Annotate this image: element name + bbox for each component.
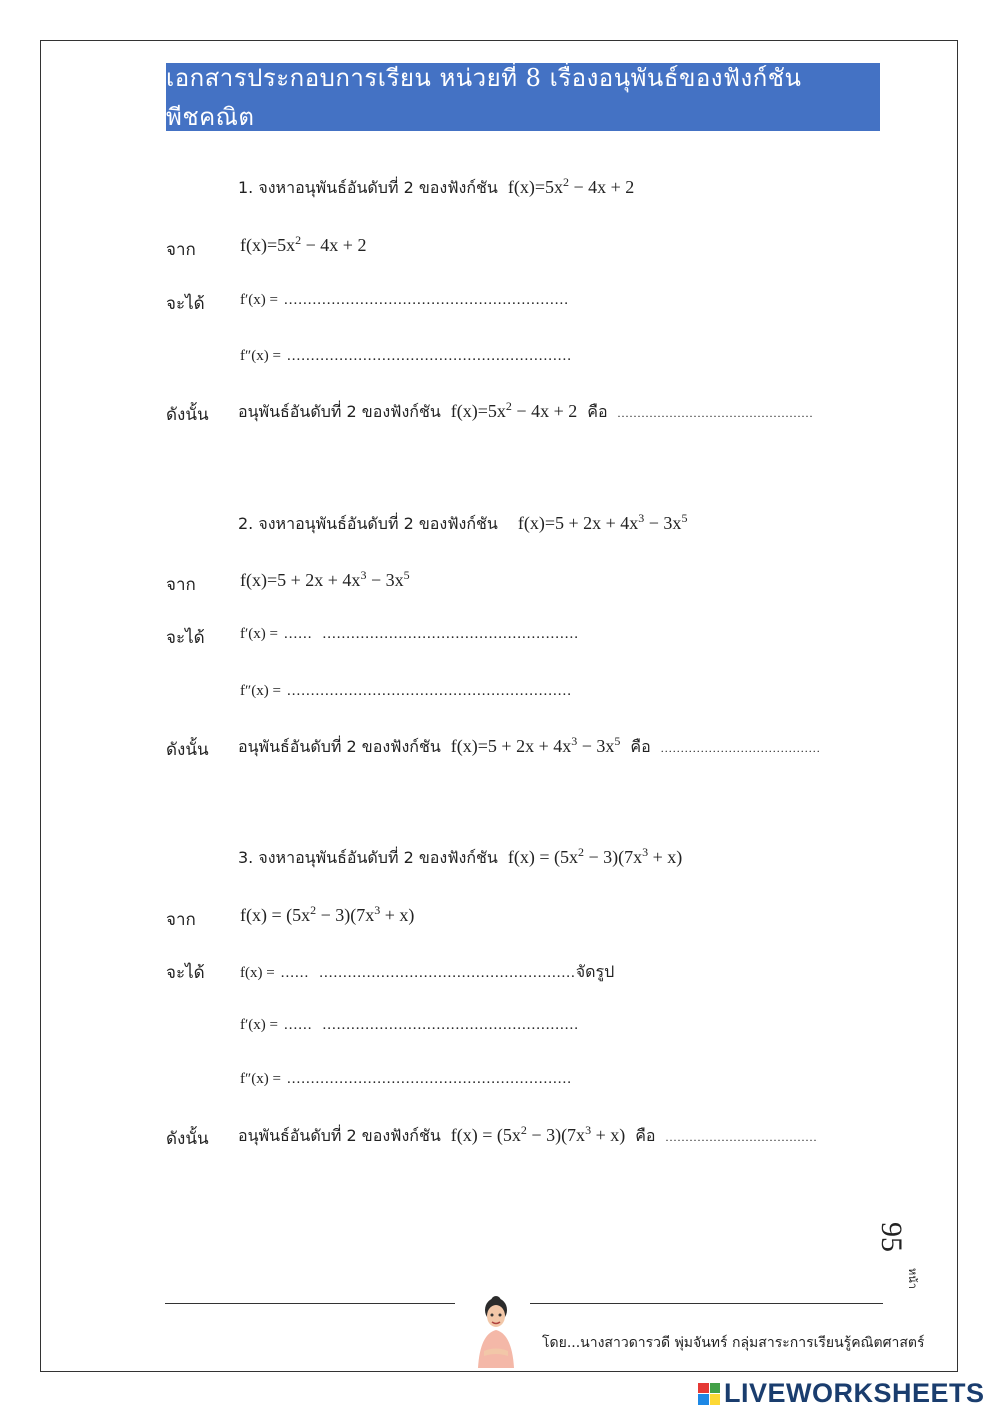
q1-first-derivative-blank[interactable]: ............................................................ bbox=[283, 292, 569, 308]
q1-from-label: จาก bbox=[166, 240, 196, 260]
q3-therefore-label: ดังนั้น bbox=[166, 1129, 209, 1149]
q3-expanded-row: f(x) = ...... ...................................................... จัดรูป bbox=[240, 960, 614, 985]
page-number-value: 95 bbox=[875, 1222, 908, 1252]
q1-prompt: 1. จงหาอนุพันธ์อันดับที่ 2 ของฟังก์ชัน $f(x)=5x^2 - 4x + 2$ bbox=[238, 175, 635, 197]
footer-divider-left bbox=[165, 1303, 455, 1304]
q3-first-derivative-row: f′(x) = ...... ...................................................... bbox=[240, 1017, 579, 1033]
q2-get-label: จะได้ bbox=[166, 628, 205, 648]
author-credit: โดย...นางสาวดารวดี พุ่มจันทร์ กลุ่มสาระการเรียนรู้คณิตศาสตร์ bbox=[542, 1335, 925, 1351]
q2-answer-blank[interactable]: ........................................ bbox=[660, 741, 821, 755]
liveworksheets-brand-text: LIVEWORKSHEETS bbox=[724, 1378, 985, 1408]
q2-from-label: จาก bbox=[166, 575, 196, 595]
q1-second-derivative-row: f″(x) = ............................................................ bbox=[240, 348, 572, 364]
q2-first-derivative-blank[interactable]: ...................................................... bbox=[322, 626, 579, 642]
q1-function: $f(x)=5x^2 - 4x + 2$ bbox=[507, 175, 635, 197]
q1-therefore-label: ดังนั้น bbox=[166, 405, 209, 425]
page-title: เอกสารประกอบการเรียน หน่วยที่ 8 เรื่องอนุพันธ์ของฟังก์ชันพีชคณิต bbox=[166, 63, 880, 131]
q3-simplify-label: จัดรูป bbox=[575, 962, 615, 981]
liveworksheets-logo-icon bbox=[698, 1383, 720, 1405]
q2-second-derivative-blank[interactable]: ............................................................ bbox=[286, 683, 572, 699]
page-label: หน้า bbox=[906, 1268, 919, 1289]
q3-expanded-blank[interactable]: ...................................................... bbox=[319, 965, 576, 981]
q2-prompt: 2. จงหาอนุพันธ์อันดับที่ 2 ของฟังก์ชัน $f(x)=5 + 2x + 4x^3 - 3x^5$ bbox=[238, 511, 688, 533]
footer-divider-right bbox=[530, 1303, 883, 1304]
q1-first-derivative-row: f′(x) = ............................................................ bbox=[240, 292, 569, 308]
q1-answer-blank[interactable]: ................................................. bbox=[617, 406, 814, 420]
q3-from-label: จาก bbox=[166, 910, 196, 930]
q3-first-derivative-blank[interactable]: ...................................................... bbox=[322, 1017, 579, 1033]
q1-conclusion: อนุพันธ์อันดับที่ 2 ของฟังก์ชัน $f(x)=5x^2 - 4x + 2$ คือ ................................................. bbox=[238, 399, 814, 421]
q3-prompt: 3. จงหาอนุพันธ์อันดับที่ 2 ของฟังก์ชัน $f(x) = (5x^2 - 3)(7x^3 + x)$ bbox=[238, 845, 683, 867]
q3-get-label: จะได้ bbox=[166, 963, 205, 983]
teacher-avatar bbox=[470, 1296, 522, 1368]
q3-function: $f(x) = (5x^2 - 3)(7x^3 + x)$ bbox=[507, 845, 683, 867]
q2-second-derivative-row: f″(x) = ............................................................ bbox=[240, 683, 572, 699]
q2-given: $f(x)=5 + 2x + 4x^3 - 3x^5$ bbox=[240, 568, 410, 590]
q1-second-derivative-blank[interactable]: ............................................................ bbox=[286, 348, 572, 364]
q3-second-derivative-row: f″(x) = ............................................................ bbox=[240, 1071, 572, 1087]
q2-function: $f(x)=5 + 2x + 4x^3 - 3x^5$ bbox=[517, 511, 688, 533]
q1-get-label: จะได้ bbox=[166, 294, 205, 314]
q3-conclusion: อนุพันธ์อันดับที่ 2 ของฟังก์ชัน $f(x) = (5x^2 - 3)(7x^3 + x)$ คือ ...................................... bbox=[238, 1123, 818, 1145]
q3-second-derivative-blank[interactable]: ............................................................ bbox=[286, 1071, 572, 1087]
q1-given: $f(x)=5x^2 - 4x + 2$ bbox=[240, 233, 367, 255]
q2-conclusion: อนุพันธ์อันดับที่ 2 ของฟังก์ชัน $f(x)=5 + 2x + 4x^3 - 3x^5$ คือ ........................................ bbox=[238, 734, 821, 756]
q3-given: $f(x) = (5x^2 - 3)(7x^3 + x)$ bbox=[240, 903, 415, 925]
q3-answer-blank[interactable]: ...................................... bbox=[665, 1130, 818, 1144]
q2-therefore-label: ดังนั้น bbox=[166, 740, 209, 760]
q2-first-derivative-row: f′(x) = ...... ...................................................... bbox=[240, 626, 579, 642]
liveworksheets-logo[interactable] bbox=[698, 1378, 985, 1409]
